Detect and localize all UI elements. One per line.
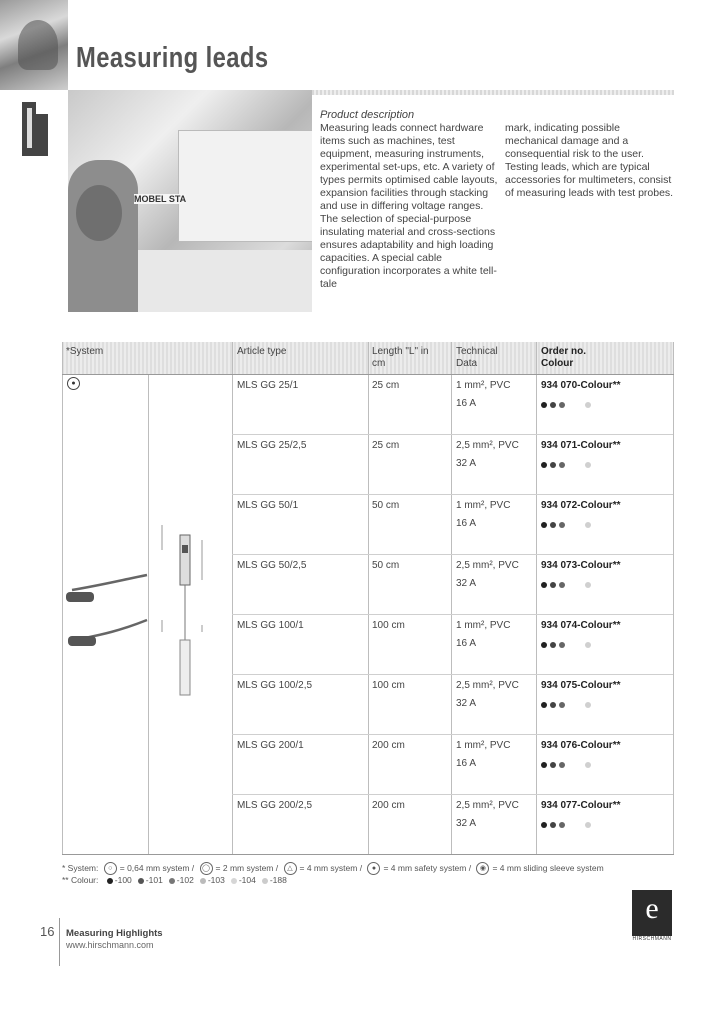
row-separator xyxy=(232,614,673,615)
footer-separator xyxy=(59,918,60,966)
colour-dot xyxy=(541,522,547,528)
colour-dot xyxy=(559,522,565,528)
order-number-cell: 934 073-Colour** xyxy=(541,560,621,571)
colour-swatch xyxy=(169,878,175,884)
table-bottom-rule xyxy=(62,854,674,855)
colour-dot xyxy=(550,522,556,528)
row-separator xyxy=(232,794,673,795)
technical-current-cell: 32 A xyxy=(456,698,477,709)
colour-code: -101 xyxy=(145,875,163,885)
colour-dots xyxy=(541,762,601,768)
article-type-cell: MLS GG 25/1 xyxy=(237,380,299,391)
order-number-cell: 934 076-Colour** xyxy=(541,740,621,751)
system-sliding-label: = 4 mm sliding sleeve system xyxy=(492,862,604,873)
row-separator xyxy=(232,674,673,675)
colour-dot xyxy=(541,702,547,708)
colour-swatch xyxy=(138,878,144,884)
technical-current-cell: 32 A xyxy=(456,458,477,469)
colour-dot xyxy=(559,402,565,408)
plug-tab-icon xyxy=(18,98,52,156)
technical-current-cell: 32 A xyxy=(456,818,477,829)
colour-footnote-prefix: ** Colour: xyxy=(62,875,99,885)
technical-cross-section-cell: 1 mm², PVC xyxy=(456,740,511,751)
system-sliding-icon: ◉ xyxy=(476,862,489,875)
colour-dots xyxy=(541,582,601,588)
lead-drawing xyxy=(62,520,232,710)
colour-list xyxy=(101,875,287,885)
row-separator xyxy=(232,554,673,555)
colour-dot xyxy=(585,642,591,648)
table-divider xyxy=(451,342,452,854)
technical-current-cell: 16 A xyxy=(456,758,477,769)
colour-swatch xyxy=(200,878,206,884)
colour-dot xyxy=(541,462,547,468)
technical-cross-section-cell: 2,5 mm², PVC xyxy=(456,440,519,451)
colour-dot xyxy=(585,702,591,708)
technical-current-cell: 16 A xyxy=(456,518,477,529)
colour-dot xyxy=(559,762,565,768)
article-type-cell: MLS GG 50/1 xyxy=(237,500,299,511)
safety-system-icon: ● xyxy=(67,377,80,390)
table-divider xyxy=(232,342,233,854)
colour-footnote xyxy=(62,875,287,885)
length-cell: 50 cm xyxy=(372,560,400,571)
technical-current-cell: 16 A xyxy=(456,398,477,409)
system-064-icon: ○ xyxy=(104,862,117,875)
technical-current-cell: 32 A xyxy=(456,578,477,589)
order-number-cell: 934 074-Colour** xyxy=(541,620,621,631)
page-title: Measuring leads xyxy=(76,42,269,74)
colour-dot xyxy=(550,702,556,708)
colour-dot xyxy=(541,762,547,768)
colour-code: -188 xyxy=(269,875,287,885)
colour-dot xyxy=(559,462,565,468)
colour-dot xyxy=(550,402,556,408)
row-separator xyxy=(232,734,673,735)
header-order: Order no. Colour xyxy=(541,346,587,369)
system-safety-icon: ● xyxy=(367,862,380,875)
order-number-cell: 934 077-Colour** xyxy=(541,800,621,811)
technical-cross-section-cell: 1 mm², PVC xyxy=(456,620,511,631)
colour-dot xyxy=(541,402,547,408)
table-divider xyxy=(536,342,537,854)
colour-dots xyxy=(541,402,601,408)
page-number: 16 xyxy=(40,924,55,939)
length-cell: 200 cm xyxy=(372,800,405,811)
table-header-rule xyxy=(62,374,674,375)
length-cell: 25 cm xyxy=(372,440,400,451)
order-number-cell: 934 071-Colour** xyxy=(541,440,621,451)
header-technical: Technical Data xyxy=(456,346,498,369)
technical-cross-section-cell: 1 mm², PVC xyxy=(456,380,511,391)
row-separator xyxy=(232,434,673,435)
system-064-label: = 0,64 mm system / xyxy=(119,862,195,873)
colour-dot xyxy=(559,642,565,648)
article-type-cell: MLS GG 50/2,5 xyxy=(237,560,307,571)
order-number-cell: 934 070-Colour** xyxy=(541,380,621,391)
colour-dots xyxy=(541,462,601,468)
colour-dot xyxy=(541,642,547,648)
colour-dot xyxy=(559,822,565,828)
lab-photo xyxy=(68,90,312,312)
system-4mm-label: = 4 mm system / xyxy=(299,862,363,873)
description-column-2: mark, indicating possible mechanical damage and a consequential risk to the user. Testing leads, which are typical accessories for multimeters, consist of measuring leads with test probes. xyxy=(505,122,674,199)
technical-current-cell: 16 A xyxy=(456,638,477,649)
technical-cross-section-cell: 2,5 mm², PVC xyxy=(456,800,519,811)
description-heading: Product description xyxy=(320,109,415,121)
colour-dot xyxy=(550,582,556,588)
colour-swatch xyxy=(231,878,237,884)
colour-swatch xyxy=(262,878,268,884)
order-number-cell: 934 075-Colour** xyxy=(541,680,621,691)
colour-dot xyxy=(585,822,591,828)
length-cell: 50 cm xyxy=(372,500,400,511)
technical-cross-section-cell: 2,5 mm², PVC xyxy=(456,680,519,691)
system-2mm-icon: ◯ xyxy=(200,862,213,875)
colour-dots xyxy=(541,642,601,648)
colour-dot xyxy=(541,822,547,828)
colour-dot xyxy=(550,462,556,468)
colour-swatch xyxy=(107,878,113,884)
photo-label: MOBEL STA xyxy=(134,194,187,204)
row-separator xyxy=(232,494,673,495)
logo-text: HIRSCHMANN xyxy=(632,936,672,942)
colour-code: -103 xyxy=(207,875,225,885)
header-system: *System xyxy=(66,346,104,357)
article-type-cell: MLS GG 200/1 xyxy=(237,740,304,751)
colour-dot xyxy=(585,402,591,408)
table-border-right xyxy=(673,342,674,854)
colour-dots xyxy=(541,702,601,708)
colour-dot xyxy=(559,702,565,708)
technical-cross-section-cell: 1 mm², PVC xyxy=(456,500,511,511)
article-type-cell: MLS GG 100/1 xyxy=(237,620,304,631)
colour-dot xyxy=(541,582,547,588)
colour-dots xyxy=(541,822,601,828)
description-column-1: Measuring leads connect hardware items such as machines, test equipment, measuring instruments, experimental set-ups, etc. A variety of types permits optimised cable layouts, expansion facilities through stacking and use in differing voltage ranges. The selection of special-purpose insulating material and cross-sections ensures adaptability and high loading capacities. A special cable configuration incorporates a white tell-tale xyxy=(320,122,498,290)
system-footnote-prefix: * System: xyxy=(62,862,99,873)
length-cell: 200 cm xyxy=(372,740,405,751)
colour-dot xyxy=(550,822,556,828)
header-article: Article type xyxy=(237,346,287,357)
length-cell: 25 cm xyxy=(372,380,400,391)
colour-dot xyxy=(559,582,565,588)
colour-code: -102 xyxy=(176,875,194,885)
order-number-cell: 934 072-Colour** xyxy=(541,500,621,511)
length-cell: 100 cm xyxy=(372,620,405,631)
system-4mm-icon: △ xyxy=(284,862,297,875)
colour-dot xyxy=(585,762,591,768)
header-length: Length "L" in cm xyxy=(372,346,429,369)
table-divider xyxy=(368,342,369,854)
article-type-cell: MLS GG 25/2,5 xyxy=(237,440,307,451)
colour-dot xyxy=(585,582,591,588)
article-type-cell: MLS GG 200/2,5 xyxy=(237,800,313,811)
colour-code: -104 xyxy=(238,875,256,885)
colour-code: -100 xyxy=(114,875,132,885)
header-corner-photo xyxy=(0,0,68,90)
colour-dot xyxy=(585,462,591,468)
colour-dots xyxy=(541,522,601,528)
article-type-cell: MLS GG 100/2,5 xyxy=(237,680,313,691)
technical-cross-section-cell: 2,5 mm², PVC xyxy=(456,560,519,571)
length-cell: 100 cm xyxy=(372,680,405,691)
hirschmann-logo-icon: e xyxy=(645,892,659,925)
footer-url: www.hirschmann.com xyxy=(66,940,154,950)
colour-dot xyxy=(585,522,591,528)
colour-dot xyxy=(550,762,556,768)
footer-brand: Measuring Highlights xyxy=(66,928,163,939)
system-footnote xyxy=(62,862,604,875)
system-2mm-label: = 2 mm system / xyxy=(215,862,279,873)
colour-dot xyxy=(550,642,556,648)
system-safety-label: = 4 mm safety system / xyxy=(383,862,472,873)
